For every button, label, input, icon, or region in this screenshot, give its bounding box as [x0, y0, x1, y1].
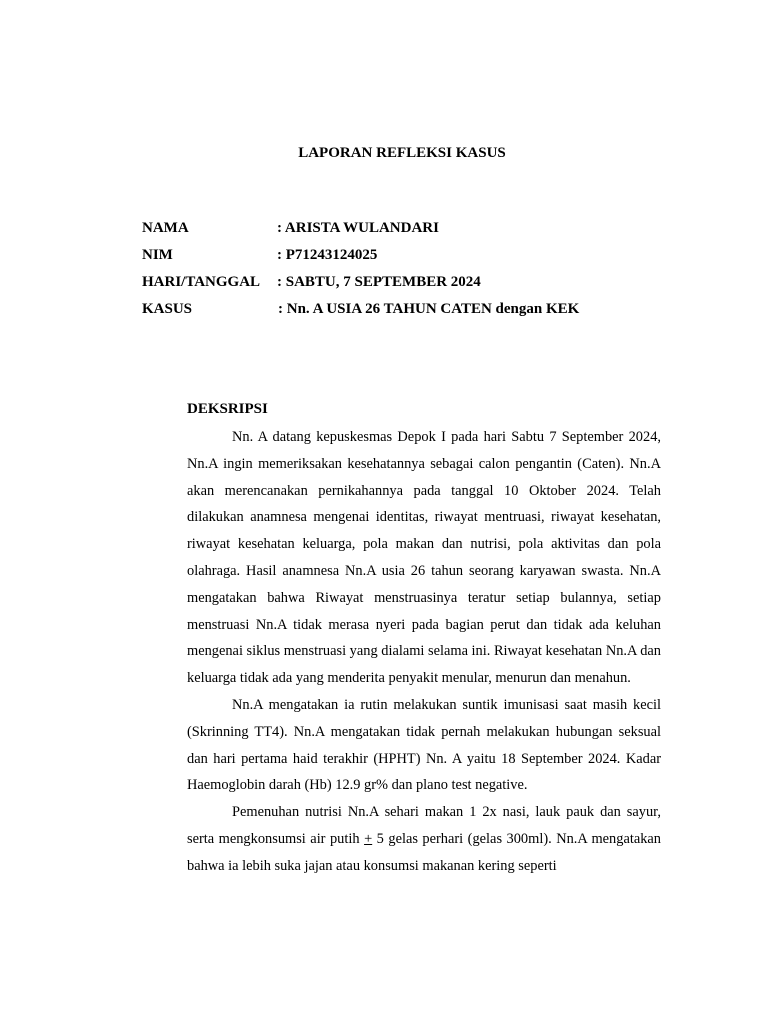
identity-value: : P71243124025: [277, 247, 378, 263]
identity-label: NAMA: [142, 220, 189, 236]
section-title: DEKSRIPSI: [187, 401, 268, 417]
identity-label: KASUS: [142, 301, 193, 317]
identity-label: HARI/TANGGAL: [142, 274, 261, 290]
description-body: [187, 424, 661, 880]
identity-label: NIM: [142, 247, 173, 263]
paragraph: [187, 799, 661, 879]
document-title: LAPORAN REFLEKSI KASUS: [298, 145, 506, 161]
identity-value: : Nn. A USIA 26 TAHUN CATEN dengan KEK: [278, 301, 580, 317]
identity-value: : ARISTA WULANDARI: [277, 220, 439, 236]
paragraph: Nn. A datang kepuskesmas Depok I pada hari Sabtu 7 September 2024, Nn.A ingin memeriksakan kesehatannya sebagai calon pengantin (Caten). Nn.A akan merencanakan pernikahannya pada tanggal 10 Oktober 2024. Telah dilakukan anamnesa mengenai identitas, riwayat mentruasi, riwayat kesehatan, riwayat kesehatan keluarga, pola makan dan nutrisi, pola aktivitas dan pola olahraga. Hasil anamnesa Nn.A usia 26 tahun seorang karyawan swasta. Nn.A mengatakan bahwa Riwayat menstruasinya teratur setiap bulannya, setiap menstruasi Nn.A tidak merasa nyeri pada bagian perut dan tidak ada keluhan mengenai siklus menstruasi yang dialami selama ini. Riwayat kesehatan Nn.A dan keluarga tidak ada yang menderita penyakit menular, menurun dan menahun.: [187, 429, 661, 687]
paragraph-text: 5 gelas perhari (gelas 300ml). Nn.A mengatakan bahwa ia lebih suka jajan atau konsumsi makanan kering seperti: [187, 830, 661, 874]
plus-minus-symbol: +: [364, 830, 373, 847]
paragraph-text: Pemenuhan nutrisi Nn.A sehari makan 1 2x nasi, lauk pauk dan sayur, serta mengkonsumsi air putih: [187, 804, 661, 847]
identity-value: : SABTU, 7 SEPTEMBER 2024: [277, 274, 481, 290]
paragraph: Nn.A mengatakan ia rutin melakukan suntik imunisasi saat masih kecil (Skrinning TT4). Nn.A mengatakan tidak pernah melakukan hubungan seksual dan hari pertama haid terakhir (HPHT) Nn. A yaitu 18 September 2024. Kadar Haemoglobin darah (Hb) 12.9 gr% dan plano test negative.: [187, 696, 661, 794]
